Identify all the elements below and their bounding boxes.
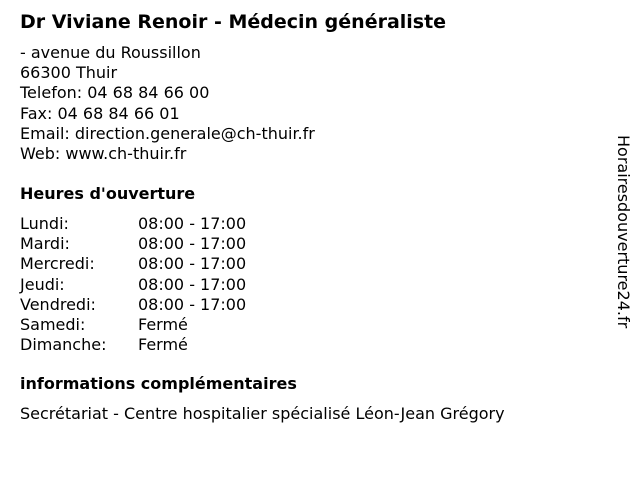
day-label: Vendredi: bbox=[20, 294, 96, 314]
time-range: 08:00 - 17:00 bbox=[138, 254, 247, 274]
time-range: 08:00 - 17:00 bbox=[138, 214, 247, 233]
website-address: Web: www.ch-thuir.fr bbox=[20, 144, 187, 164]
brand-watermark: Horairesdouverture24.fr bbox=[614, 135, 633, 329]
page-title: Dr Viviane Renoir - Médecin généraliste bbox=[20, 11, 447, 33]
fax-number: Fax: 04 68 84 66 01 bbox=[20, 103, 180, 123]
time-range: Fermé bbox=[138, 314, 188, 334]
day-label: Jeudi: bbox=[20, 274, 65, 294]
time-range: 08:00 - 17:00 bbox=[138, 274, 247, 294]
city-address: 66300 Thuir bbox=[20, 63, 118, 83]
day-label: Mercredi: bbox=[20, 254, 95, 274]
email-address: Email: direction.generale@ch-thuir.fr bbox=[20, 123, 315, 143]
day-label: Dimanche: bbox=[20, 335, 107, 355]
day-label: Samedi: bbox=[20, 314, 86, 334]
time-range: Fermé bbox=[138, 335, 188, 355]
day-label: Mardi: bbox=[20, 234, 70, 254]
time-range: 08:00 - 17:00 bbox=[138, 234, 247, 254]
phone-number: Telefon: 04 68 84 66 00 bbox=[20, 83, 210, 103]
opening-hours-heading: Heures d'ouverture bbox=[20, 184, 196, 203]
time-range: 08:00 - 17:00 bbox=[138, 294, 247, 314]
contact-block bbox=[20, 43, 315, 164]
additional-info-heading: informations complémentaires bbox=[20, 374, 297, 393]
street-address: - avenue du Roussillon bbox=[20, 43, 201, 62]
additional-info-text: Secrétariat - Centre hospitalier spécialisé Léon-Jean Grégory bbox=[20, 404, 505, 423]
day-label: Lundi: bbox=[20, 214, 69, 233]
